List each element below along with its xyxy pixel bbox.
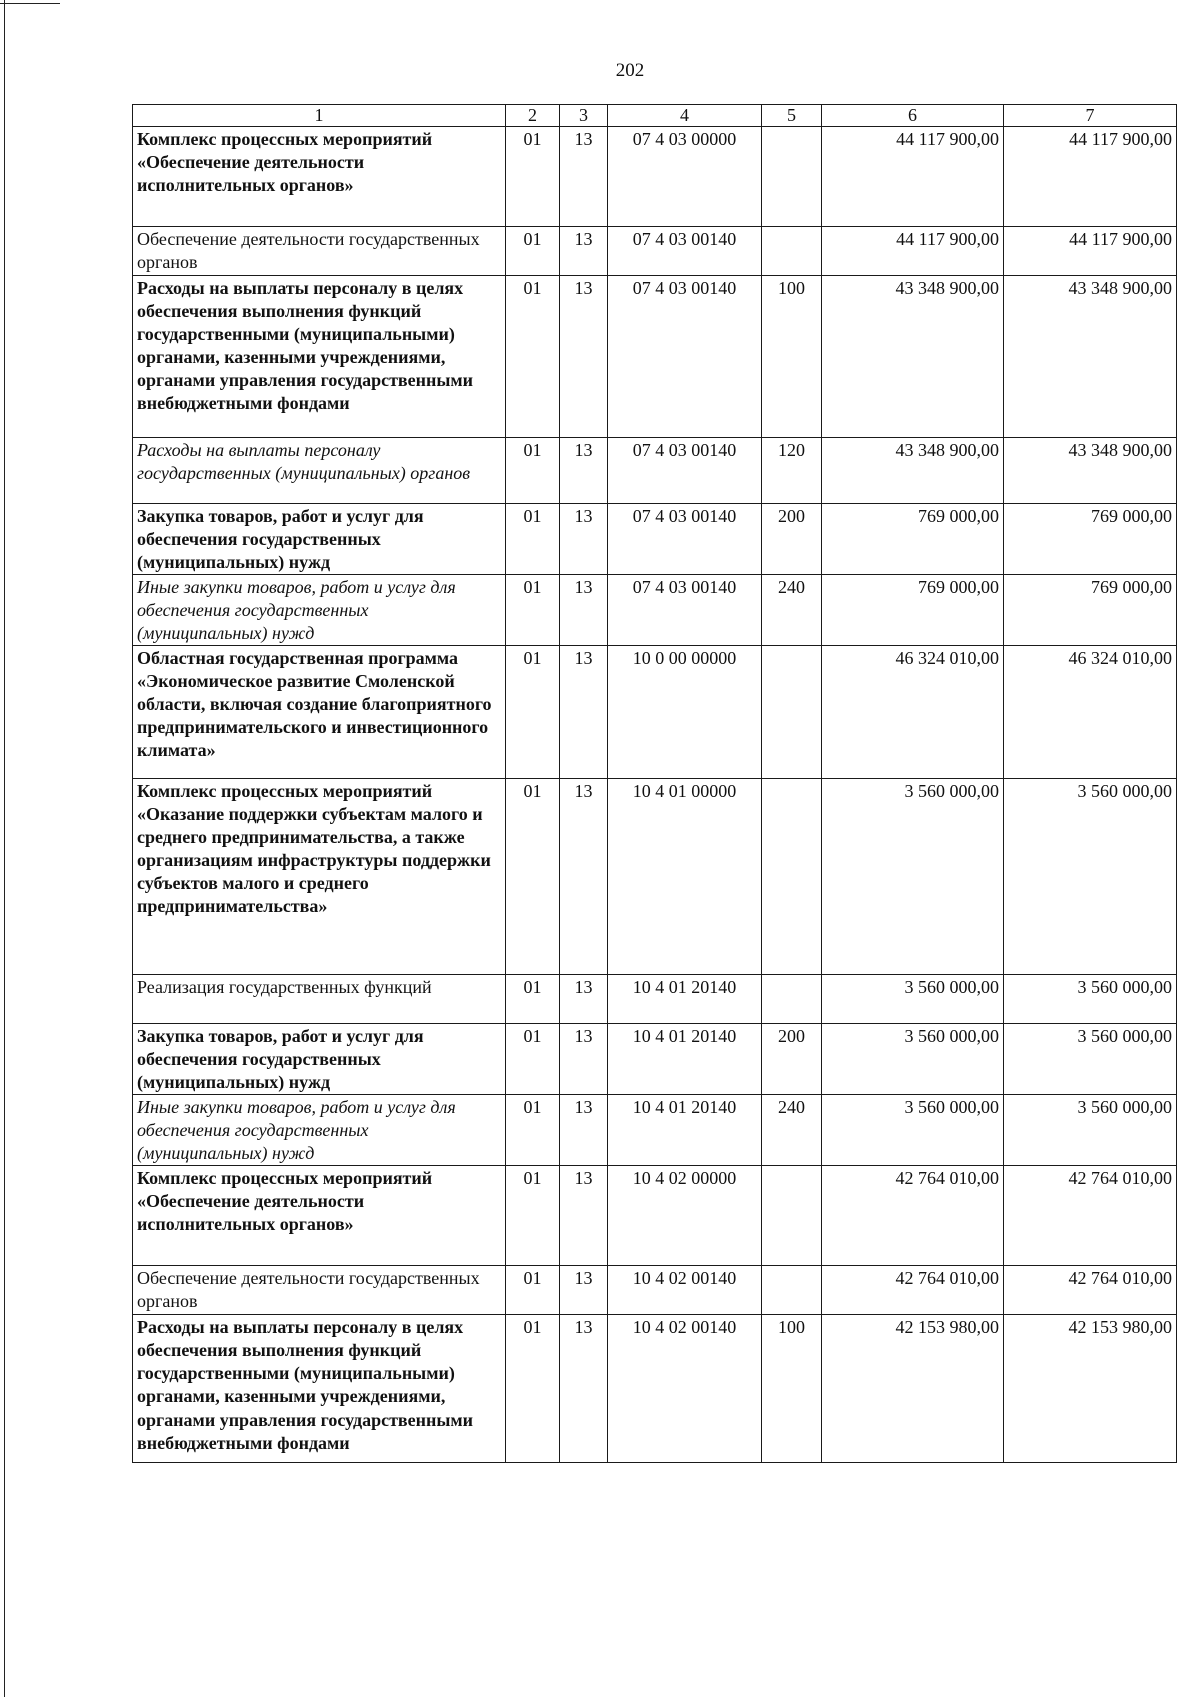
amount-col6: 769 000,00	[822, 504, 1004, 575]
subsection-code: 13	[560, 975, 608, 1024]
subsection-code: 13	[560, 276, 608, 438]
amount-col6: 42 764 010,00	[822, 1166, 1004, 1266]
subsection-code: 13	[560, 1024, 608, 1095]
table-row	[133, 1024, 1177, 1095]
amount-col6: 43 348 900,00	[822, 438, 1004, 504]
expense-name: Реализация государственных функций	[133, 975, 506, 1024]
subsection-code: 13	[560, 1166, 608, 1266]
subsection-code: 13	[560, 1095, 608, 1166]
table-row	[133, 1315, 1177, 1463]
expense-name: Обеспечение деятельности государственных органов	[133, 227, 506, 276]
section-code: 01	[506, 438, 560, 504]
amount-col7: 42 764 010,00	[1004, 1166, 1177, 1266]
amount-col6: 43 348 900,00	[822, 276, 1004, 438]
expense-type-code: 120	[762, 438, 822, 504]
amount-col6: 44 117 900,00	[822, 227, 1004, 276]
subsection-code: 13	[560, 504, 608, 575]
expense-name: Расходы на выплаты персоналу в целях обеспечения выполнения функций государственными (муниципальными) органами, казенными учреждениями, органами управления государственными внебюджетными фондами	[133, 276, 506, 438]
header-cell: 7	[1004, 105, 1177, 127]
expense-name: Закупка товаров, работ и услуг для обеспечения государственных (муниципальных) нужд	[133, 504, 506, 575]
scan-edge-line	[4, 0, 5, 1697]
amount-col7: 46 324 010,00	[1004, 646, 1177, 779]
table-row	[133, 227, 1177, 276]
table-row	[133, 127, 1177, 227]
amount-col6: 3 560 000,00	[822, 1095, 1004, 1166]
amount-col6: 44 117 900,00	[822, 127, 1004, 227]
amount-col7: 42 153 980,00	[1004, 1315, 1177, 1463]
section-code: 01	[506, 646, 560, 779]
budget-table	[132, 104, 1177, 1463]
expense-type-code	[762, 127, 822, 227]
section-code: 01	[506, 227, 560, 276]
table-row	[133, 779, 1177, 975]
expense-name: Иные закупки товаров, работ и услуг для обеспечения государственных (муниципальных) нужд	[133, 575, 506, 646]
table-row	[133, 1166, 1177, 1266]
subsection-code: 13	[560, 227, 608, 276]
table-row	[133, 1095, 1177, 1166]
expense-name: Обеспечение деятельности государственных органов	[133, 1266, 506, 1315]
amount-col6: 46 324 010,00	[822, 646, 1004, 779]
section-code: 01	[506, 1095, 560, 1166]
amount-col7: 43 348 900,00	[1004, 276, 1177, 438]
header-cell: 6	[822, 105, 1004, 127]
section-code: 01	[506, 779, 560, 975]
target-article-code: 07 4 03 00140	[608, 504, 762, 575]
section-code: 01	[506, 575, 560, 646]
header-cell: 2	[506, 105, 560, 127]
table-row	[133, 975, 1177, 1024]
table-header-row	[133, 105, 1177, 127]
target-article-code: 10 4 01 20140	[608, 1024, 762, 1095]
expense-type-code	[762, 975, 822, 1024]
section-code: 01	[506, 1024, 560, 1095]
table-row	[133, 504, 1177, 575]
amount-col7: 42 764 010,00	[1004, 1266, 1177, 1315]
header-cell: 1	[133, 105, 506, 127]
target-article-code: 10 4 01 20140	[608, 1095, 762, 1166]
expense-name: Комплекс процессных мероприятий «Обеспечение деятельности исполнительных органов»	[133, 127, 506, 227]
target-article-code: 10 4 01 20140	[608, 975, 762, 1024]
target-article-code: 10 4 01 00000	[608, 779, 762, 975]
expense-name: Комплекс процессных мероприятий «Обеспечение деятельности исполнительных органов»	[133, 1166, 506, 1266]
expense-type-code	[762, 1266, 822, 1315]
header-cell: 3	[560, 105, 608, 127]
section-code: 01	[506, 1166, 560, 1266]
expense-type-code: 240	[762, 1095, 822, 1166]
target-article-code: 10 4 02 00000	[608, 1166, 762, 1266]
target-article-code: 10 4 02 00140	[608, 1315, 762, 1463]
expense-type-code: 240	[762, 575, 822, 646]
section-code: 01	[506, 1315, 560, 1463]
expense-name: Иные закупки товаров, работ и услуг для обеспечения государственных (муниципальных) нужд	[133, 1095, 506, 1166]
target-article-code: 07 4 03 00000	[608, 127, 762, 227]
subsection-code: 13	[560, 1266, 608, 1315]
table-row	[133, 438, 1177, 504]
header-cell: 5	[762, 105, 822, 127]
amount-col7: 3 560 000,00	[1004, 779, 1177, 975]
expense-name: Комплекс процессных мероприятий «Оказание поддержки субъектам малого и среднего предпринимательства, а также организациям инфраструктуры поддержки субъектов малого и среднего предпринимательства»	[133, 779, 506, 975]
target-article-code: 10 0 00 00000	[608, 646, 762, 779]
expense-type-code: 200	[762, 504, 822, 575]
subsection-code: 13	[560, 127, 608, 227]
amount-col6: 3 560 000,00	[822, 975, 1004, 1024]
expense-type-code: 200	[762, 1024, 822, 1095]
header-cell: 4	[608, 105, 762, 127]
section-code: 01	[506, 975, 560, 1024]
target-article-code: 07 4 03 00140	[608, 438, 762, 504]
section-code: 01	[506, 276, 560, 438]
expense-name: Областная государственная программа «Экономическое развитие Смоленской области, включая создание благоприятного предпринимательского и инвестиционного климата»	[133, 646, 506, 779]
amount-col6: 42 153 980,00	[822, 1315, 1004, 1463]
amount-col6: 3 560 000,00	[822, 779, 1004, 975]
subsection-code: 13	[560, 575, 608, 646]
table-row	[133, 646, 1177, 779]
page-number: 202	[615, 60, 645, 81]
subsection-code: 13	[560, 646, 608, 779]
expense-type-code	[762, 227, 822, 276]
amount-col6: 769 000,00	[822, 575, 1004, 646]
amount-col7: 43 348 900,00	[1004, 438, 1177, 504]
target-article-code: 07 4 03 00140	[608, 227, 762, 276]
amount-col7: 3 560 000,00	[1004, 1024, 1177, 1095]
amount-col7: 3 560 000,00	[1004, 1095, 1177, 1166]
table-row	[133, 1266, 1177, 1315]
expense-type-code: 100	[762, 276, 822, 438]
amount-col6: 42 764 010,00	[822, 1266, 1004, 1315]
table-row	[133, 276, 1177, 438]
amount-col7: 44 117 900,00	[1004, 227, 1177, 276]
expense-name: Закупка товаров, работ и услуг для обеспечения государственных (муниципальных) нужд	[133, 1024, 506, 1095]
amount-col7: 3 560 000,00	[1004, 975, 1177, 1024]
section-code: 01	[506, 504, 560, 575]
subsection-code: 13	[560, 779, 608, 975]
amount-col6: 3 560 000,00	[822, 1024, 1004, 1095]
target-article-code: 10 4 02 00140	[608, 1266, 762, 1315]
target-article-code: 07 4 03 00140	[608, 276, 762, 438]
amount-col7: 769 000,00	[1004, 504, 1177, 575]
expense-type-code: 100	[762, 1315, 822, 1463]
subsection-code: 13	[560, 1315, 608, 1463]
expense-type-code	[762, 646, 822, 779]
subsection-code: 13	[560, 438, 608, 504]
expense-type-code	[762, 1166, 822, 1266]
scan-edge-line	[0, 3, 60, 4]
expense-name: Расходы на выплаты персоналу в целях обеспечения выполнения функций государственными (муниципальными) органами, казенными учреждениями, органами управления государственными внебюджетными фондами	[133, 1315, 506, 1463]
amount-col7: 769 000,00	[1004, 575, 1177, 646]
expense-type-code	[762, 779, 822, 975]
expense-name: Расходы на выплаты персоналу государственных (муниципальных) органов	[133, 438, 506, 504]
table-row	[133, 575, 1177, 646]
section-code: 01	[506, 127, 560, 227]
target-article-code: 07 4 03 00140	[608, 575, 762, 646]
section-code: 01	[506, 1266, 560, 1315]
amount-col7: 44 117 900,00	[1004, 127, 1177, 227]
